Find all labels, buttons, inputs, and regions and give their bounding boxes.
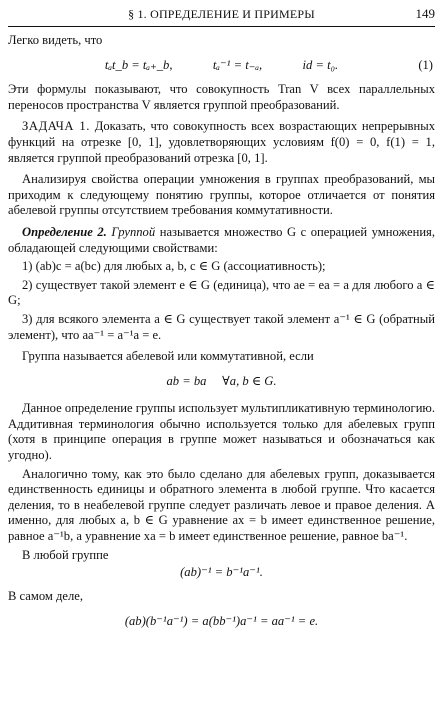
indeed-line: В самом деле, xyxy=(8,588,84,603)
definition-text: называется множество G с операцией умножения, обладающей следующими свойствами: xyxy=(8,224,435,255)
property-associativity: 1) (ab)c = a(bc) для любых a, b, c ∈ G (ассоциативность); xyxy=(22,259,326,274)
task-1 xyxy=(8,119,435,166)
inverse-product-formula: (ab)⁻¹ = b⁻¹a⁻¹. xyxy=(180,565,263,580)
abelian-definition: Группа называется абелевой или коммутативной, если xyxy=(22,349,314,364)
task-1-text: Доказать, что совокупность всех возрастающих непрерывных функций на отрезке [0, 1], удовлетворяющих условиям f(0) = 0, f(1) = 1, является группой преобразований отрезка [0, 1]. xyxy=(8,119,435,165)
definition-term: Группой xyxy=(111,224,156,239)
book-page xyxy=(8,4,435,636)
section-title: § 1. ОПРЕДЕЛЕНИЕ И ПРИМЕРЫ xyxy=(128,7,315,21)
paragraph-tran-v: Эти формулы показывают, что совокупность Tran V всех параллельных переносов пространства V является группой преобразований. xyxy=(8,82,435,112)
proof-formula: (ab)(b⁻¹a⁻¹) = a(bb⁻¹)a⁻¹ = aa⁻¹ = e. xyxy=(124,614,319,629)
task-1-label: ЗАДАЧА 1. xyxy=(22,119,91,134)
paragraph-uniqueness: Аналогично тому, как это было сделано для абелевых групп, доказывается единственность единицы и обратного элемента в любой группе. Что касается деления, то в неабелевой группе следует различать левое и правое деления. А именно, для любых a, b ∈ G уравнение ax = b имеет единственное решение, равное a⁻¹b, а уравнение xa = b имеет единственное решение, равное ba⁻¹. xyxy=(8,466,435,544)
any-group-line: В любой группе xyxy=(22,547,109,562)
formula-1-part-b: tₐ⁻¹ = t₋ₐ, xyxy=(212,57,263,72)
running-header xyxy=(8,4,435,27)
formula-1-part-c: id = t₀. xyxy=(302,57,339,72)
page-number: 149 xyxy=(415,6,435,21)
paragraph-terminology: Данное определение группы использует мультипликативную терминологию. Аддитивная терминология обычно используется только для абелевых групп (хотя в принципе операция в группе может называться и обозначаться как угодно). xyxy=(8,401,435,463)
equation-number: (1) xyxy=(418,57,433,72)
formula-1-part-a: tₐt_b = tₐ₊_b, xyxy=(104,57,173,72)
formula-1 xyxy=(8,58,435,74)
definition-2 xyxy=(8,225,435,256)
paragraph-analysis: Анализируя свойства операции умножения в группах преобразований, мы приходим к следующему понятию группы, которое отличается от понятия абелевой группы отсутствием требования коммутативности. xyxy=(8,172,435,218)
intro-line: Легко видеть, что xyxy=(8,33,103,47)
abelian-formula: ab = ba ∀a, b ∈ G. xyxy=(166,373,277,388)
property-identity: 2) существует такой элемент e ∈ G (единица), что ae = ea = a для любого a ∈ G; xyxy=(8,277,435,308)
definition-label: Определение 2. xyxy=(22,224,107,239)
property-inverse: 3) для всякого элемента a ∈ G существует такой элемент a⁻¹ ∈ G (обратный элемент), что aa⁻¹ = a⁻¹a = e. xyxy=(8,311,435,342)
